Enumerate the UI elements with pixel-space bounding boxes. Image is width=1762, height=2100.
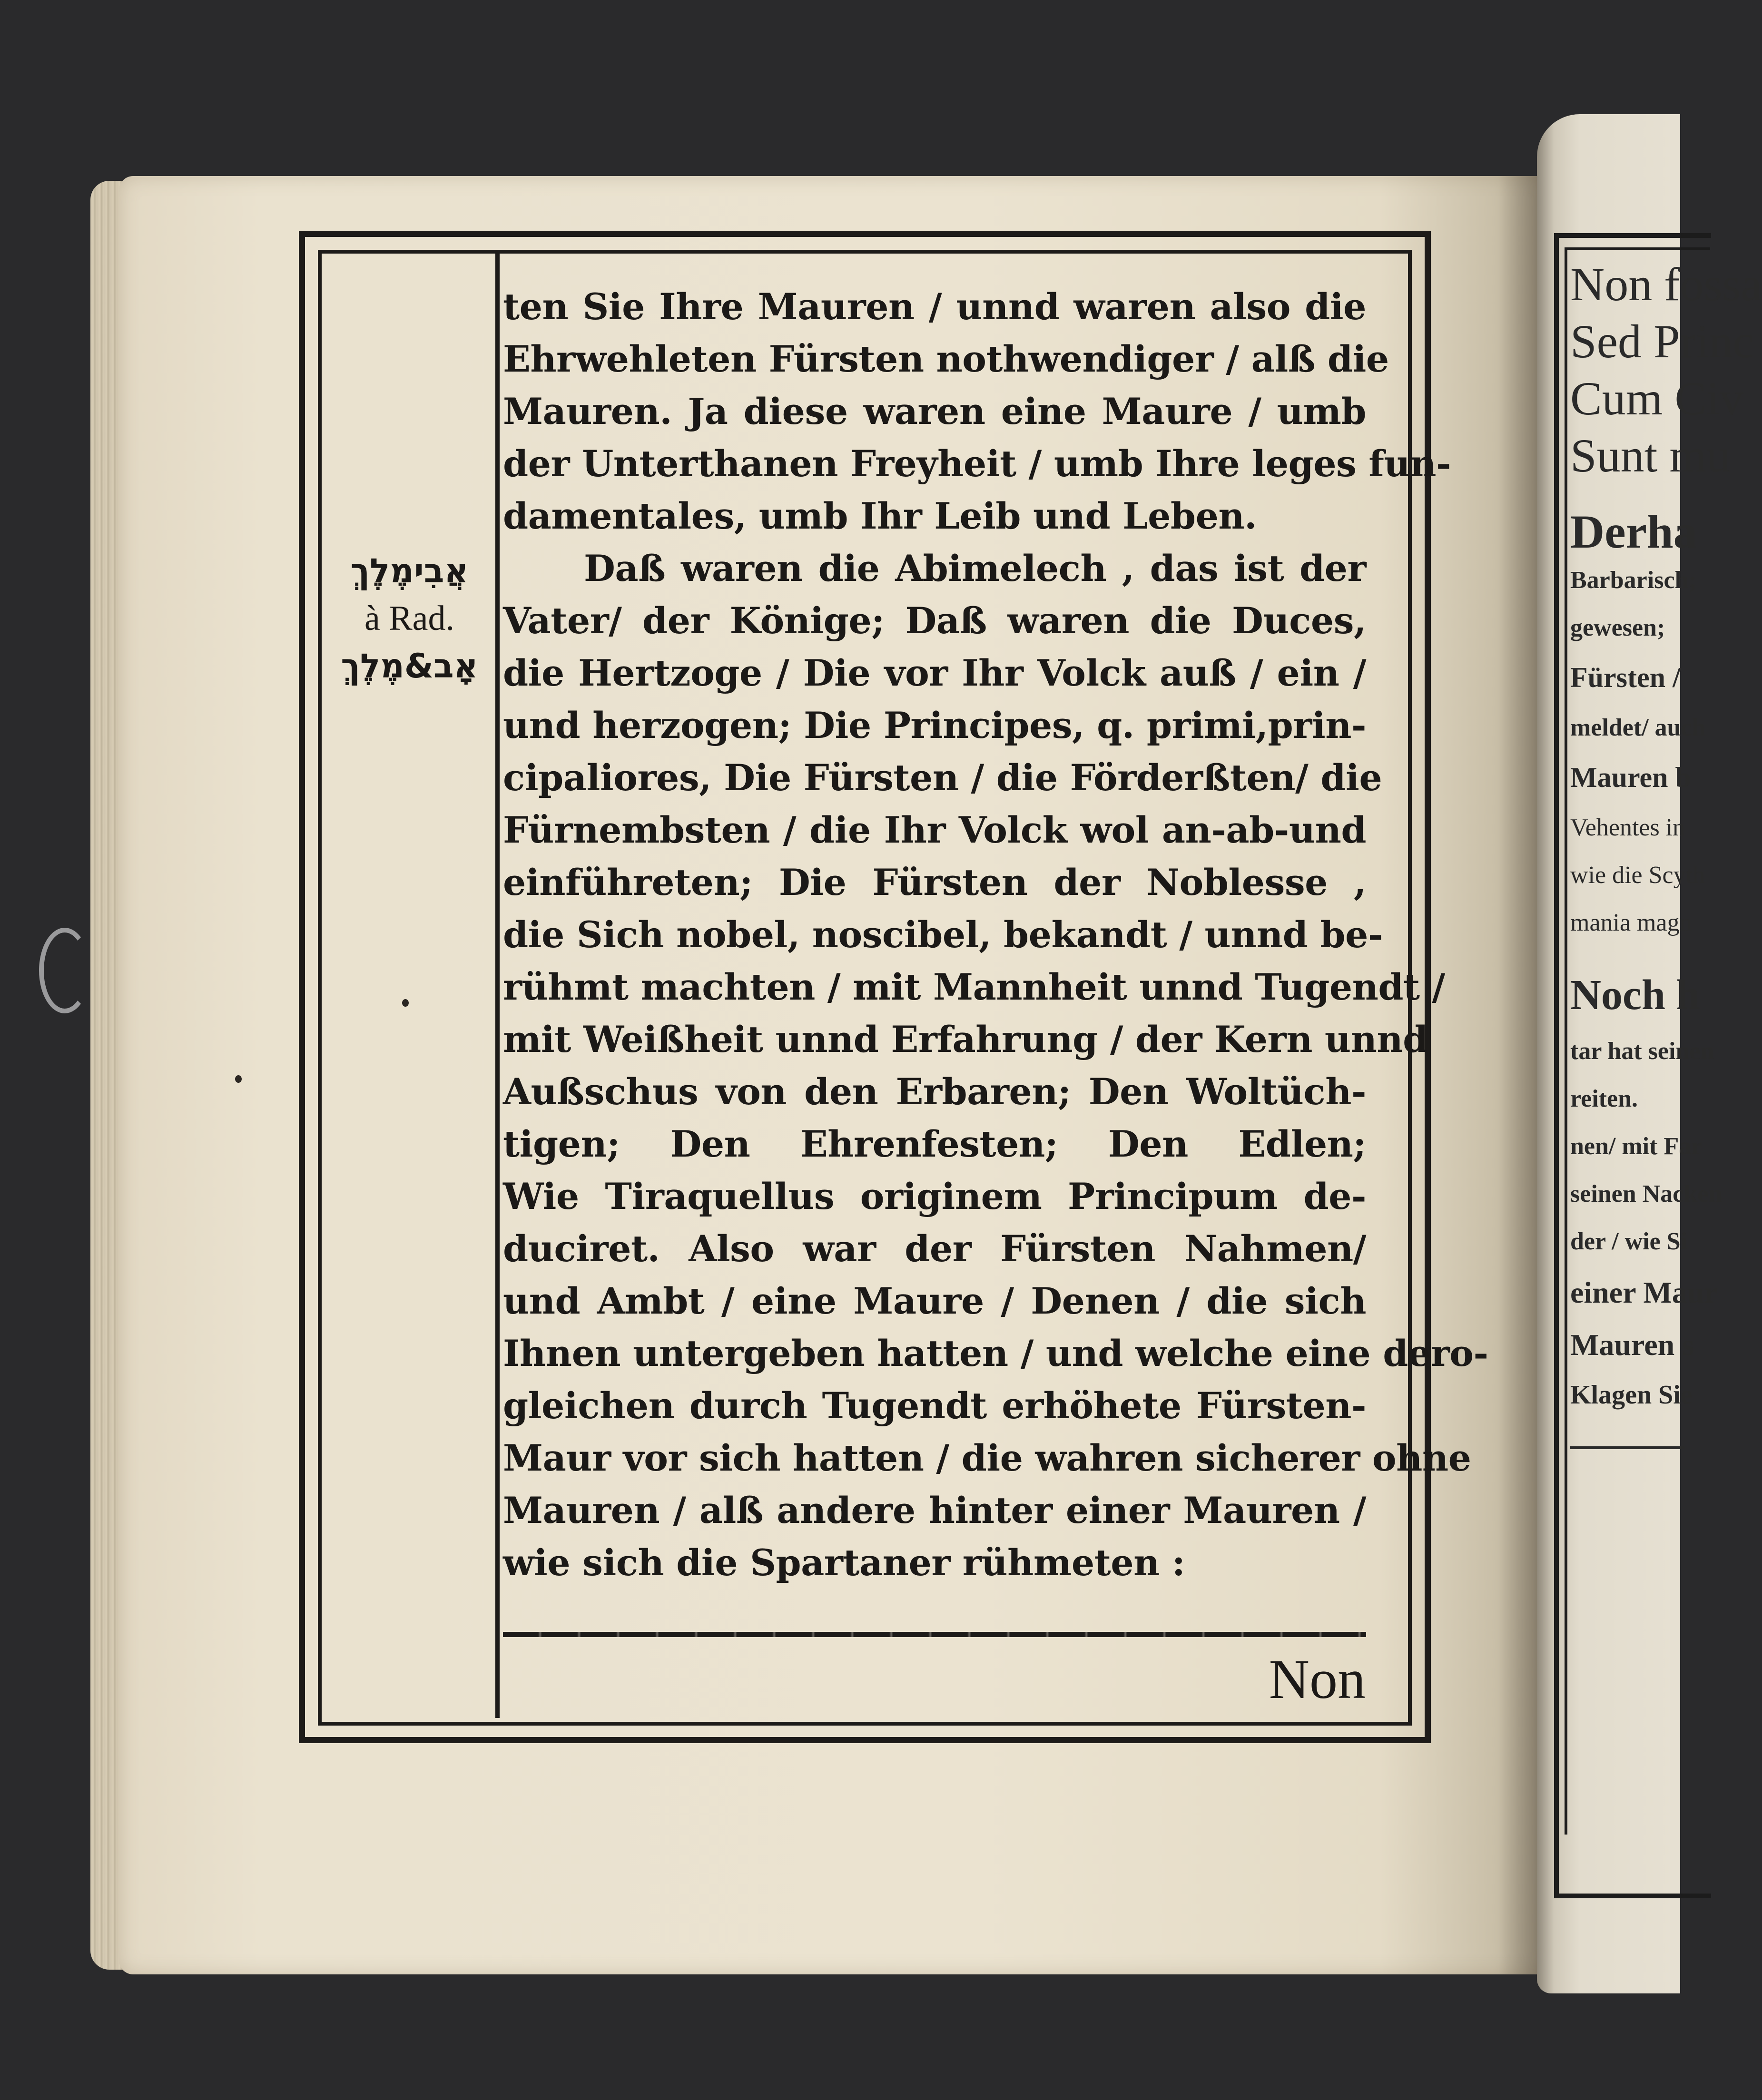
facing-page-line: Klagen Sie [1570, 1380, 1693, 1410]
text-line: die Hertzoge / Die vor Ihr Volck auß / ein / [503, 652, 1366, 694]
text-line: damentales, umb Ihr Leib und Leben. [503, 495, 1257, 537]
binding-ring [39, 928, 90, 1013]
facing-page-line: tar hat seinen [1570, 1038, 1714, 1065]
facing-page-line: Mauren s [1570, 1328, 1694, 1362]
text-line: Fürnembsten / die Ihr Volck wol an-ab-und [503, 809, 1366, 851]
text-line: Mauren / alß andere hinter einer Mauren / [503, 1489, 1366, 1531]
facing-page-line: Vehentes in [1570, 814, 1685, 841]
text-line: rühmt machten / mit Mannheit unnd Tugendt / [503, 966, 1445, 1008]
margin-notes [327, 547, 492, 690]
text-line: und herzogen; Die Principes, q. primi,prin- [503, 704, 1366, 746]
text-line: wie sich die Spartaner rühmeten : [503, 1541, 1185, 1584]
facing-page-line: Noch h [1570, 971, 1700, 1019]
text-line: Wie Tiraquellus originem Principum de- [503, 1175, 1366, 1217]
facing-page [1537, 114, 1762, 1993]
margin-column-divider [495, 254, 500, 1718]
text-line: cipaliores, Die Fürsten / die Förderßten/ die [503, 756, 1382, 799]
facing-page-line: einer Maur [1570, 1276, 1718, 1309]
text-line: mit Weißheit unnd Erfahrung / der Kern unnd [503, 1018, 1428, 1060]
margin-note-latin: à Rad. [364, 599, 455, 638]
text-line: der Unterthanen Freyheit / umb Ihre leges fun- [503, 442, 1451, 485]
main-text-column [503, 281, 1488, 1589]
facing-page-line: meldet/ auch [1570, 714, 1706, 741]
margin-note-hebrew: אָב&מֶלֶךְ [341, 647, 478, 686]
text-line: ten Sie Ihre Mauren / unnd waren also die [503, 285, 1366, 328]
text-line: Ehrwehleten Fürsten nothwendiger / alß die [503, 338, 1389, 380]
facing-page-line: mania magn [1570, 909, 1692, 936]
facing-page-line: Barbarisch; [1570, 567, 1697, 594]
footer-rule [503, 1632, 1366, 1637]
text-line: duciret. Also war der Fürsten Nahmen/ [503, 1227, 1366, 1270]
catchword: Non [1269, 1648, 1366, 1710]
text-line: einführeten; Die Fürsten der Noblesse , [503, 861, 1366, 903]
text-line: Vater/ der Könige; Daß waren die Duces, [503, 599, 1366, 642]
facing-page-line: Cum Civ [1570, 372, 1743, 425]
ink-speck [235, 1075, 242, 1083]
text-line: Außschus von den Erbaren; Den Woltüch- [503, 1070, 1366, 1113]
text-line: Ihnen untergeben hatten / und welche eine dero- [503, 1332, 1488, 1374]
text-line: die Sich nobel, noscibel, bekandt / unnd be- [503, 913, 1383, 956]
text-line: Maur vor sich hatten / die wahren sicherer ohne [503, 1437, 1471, 1479]
text-line: Daß waren die Abimelech , das ist der [584, 547, 1366, 589]
facing-page-line: Sed Princ [1570, 315, 1754, 368]
facing-page-line: gewesen; [1570, 614, 1665, 641]
facing-page-line: Derha [1570, 505, 1697, 558]
facing-page-line: reiten. [1570, 1085, 1638, 1112]
facing-page-line: Sunt mu [1570, 429, 1731, 482]
text-line: Mauren. Ja diese waren eine Maure / umb [503, 390, 1366, 432]
text-line: gleichen durch Tugendt erhöhete Fürsten- [503, 1384, 1366, 1427]
facing-page-line: seinen Nacken [1570, 1180, 1723, 1207]
facing-page-line: Fürsten / [1570, 662, 1681, 693]
text-line: und Ambt / eine Maure / Denen / die sich [503, 1280, 1366, 1322]
facing-page-rule [1570, 1446, 1684, 1449]
facing-page-line: der / wie Si [1570, 1228, 1688, 1255]
facing-page-line: wie die Scyth [1570, 862, 1705, 889]
margin-note-hebrew: אֲבִימֶלֶךְ [350, 551, 469, 590]
facing-page-line: nen/ mit Far [1570, 1133, 1703, 1160]
text-line: tigen; Den Ehrenfesten; Den Edlen; [503, 1123, 1366, 1165]
facing-page-line: Non fossa [1570, 258, 1762, 311]
facing-page-line: Mauren b [1570, 762, 1691, 793]
